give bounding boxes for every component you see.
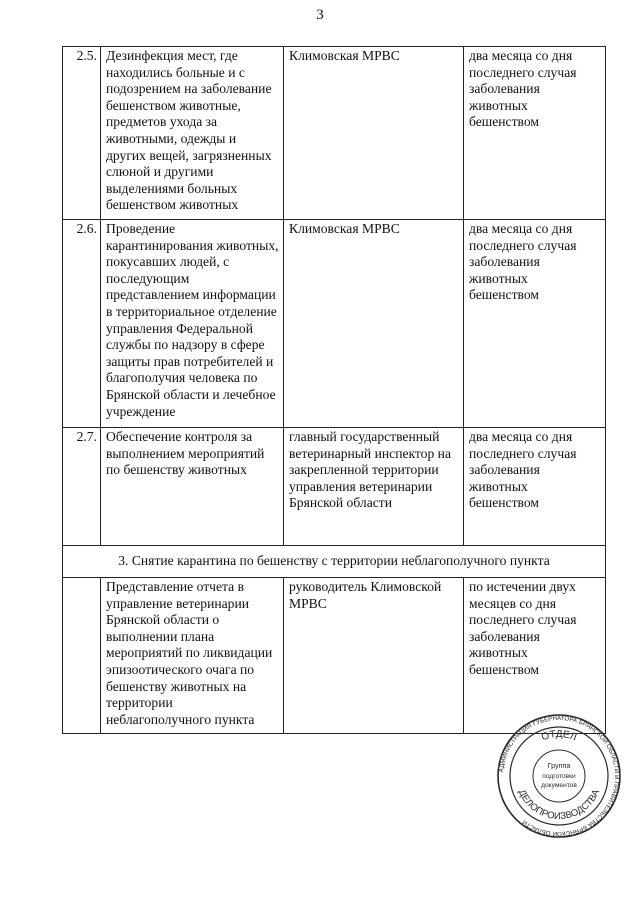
row-number: 2.6. — [63, 220, 101, 428]
table-row — [63, 220, 606, 428]
section-header-row — [63, 546, 606, 578]
row-term: два месяца со дня последнего случая заболевания животных бешенством — [464, 220, 606, 428]
row-action: Дезинфекция мест, где находились больные и с подозрением на заболевание бешенством животные, предметов ухода за животными, одежды и других вещей, загрязненных слюной и другими выделениями больных бешенством животных — [101, 47, 284, 220]
row-responsible: Климовская МРВС — [284, 220, 464, 428]
stamp-center-line2: подготовки — [542, 773, 576, 780]
stamp-outer-text: АДМИНИСТРАЦИЯ ГУБЕРНАТОРА БРЯНСКОЙ ОБЛАСТИ И ПРАВИТЕЛЬСТВА БРЯНСКОЙ ОБЛАСТИ — [498, 714, 621, 838]
row-responsible: руководитель Климовской МРВС — [284, 578, 464, 734]
table-row — [63, 47, 606, 220]
row-responsible: Климовская МРВС — [284, 47, 464, 220]
row-number — [63, 578, 101, 734]
row-term: по истечении двух месяцев со дня последнего случая заболевания животных бешенством — [464, 578, 606, 734]
row-action: Проведение карантинирования животных, покусавших людей, с последующим представлением информации в территориальное отделение управления Федеральной службы по надзору в сфере защиты прав потребителей и благополучия человека по Брянской области и лечебное учреждение — [101, 220, 284, 428]
stamp-ring-top: ОТДЕЛ — [540, 728, 579, 744]
stamp-center-line3: документов — [541, 782, 577, 789]
section-title: 3. Снятие карантина по бешенству с территории неблагополучного пункта — [63, 546, 606, 578]
svg-text:ДЕЛОПРОИЗВОДСТВА — [516, 787, 602, 822]
row-action: Представление отчета в управление ветеринарии Брянской области о выполнении плана мероприятий по ликвидации эпизоотического очага по бешенству животных на территории неблагополучного пункта — [101, 578, 284, 734]
official-stamp — [496, 713, 622, 839]
row-number: 2.7. — [63, 428, 101, 546]
stamp-center-line1: Группа — [547, 761, 571, 770]
row-term: два месяца со дня последнего случая заболевания животных бешенством — [464, 428, 606, 546]
stamp-ring-bottom: ДЕЛОПРОИЗВОДСТВА — [515, 787, 603, 823]
svg-text:ОТДЕЛ — [540, 729, 578, 743]
plan-table — [62, 46, 606, 734]
table-row — [63, 428, 606, 546]
row-responsible: главный государственный ветеринарный инспектор на закрепленной территории управления ветеринарии Брянской области — [284, 428, 464, 546]
row-action: Обеспечение контроля за выполнением мероприятий по бешенству животных — [101, 428, 284, 546]
row-number: 2.5. — [63, 47, 101, 220]
table-row — [63, 578, 606, 734]
page-number: 3 — [316, 7, 324, 23]
row-term: два месяца со дня последнего случая заболевания животных бешенством — [464, 47, 606, 220]
